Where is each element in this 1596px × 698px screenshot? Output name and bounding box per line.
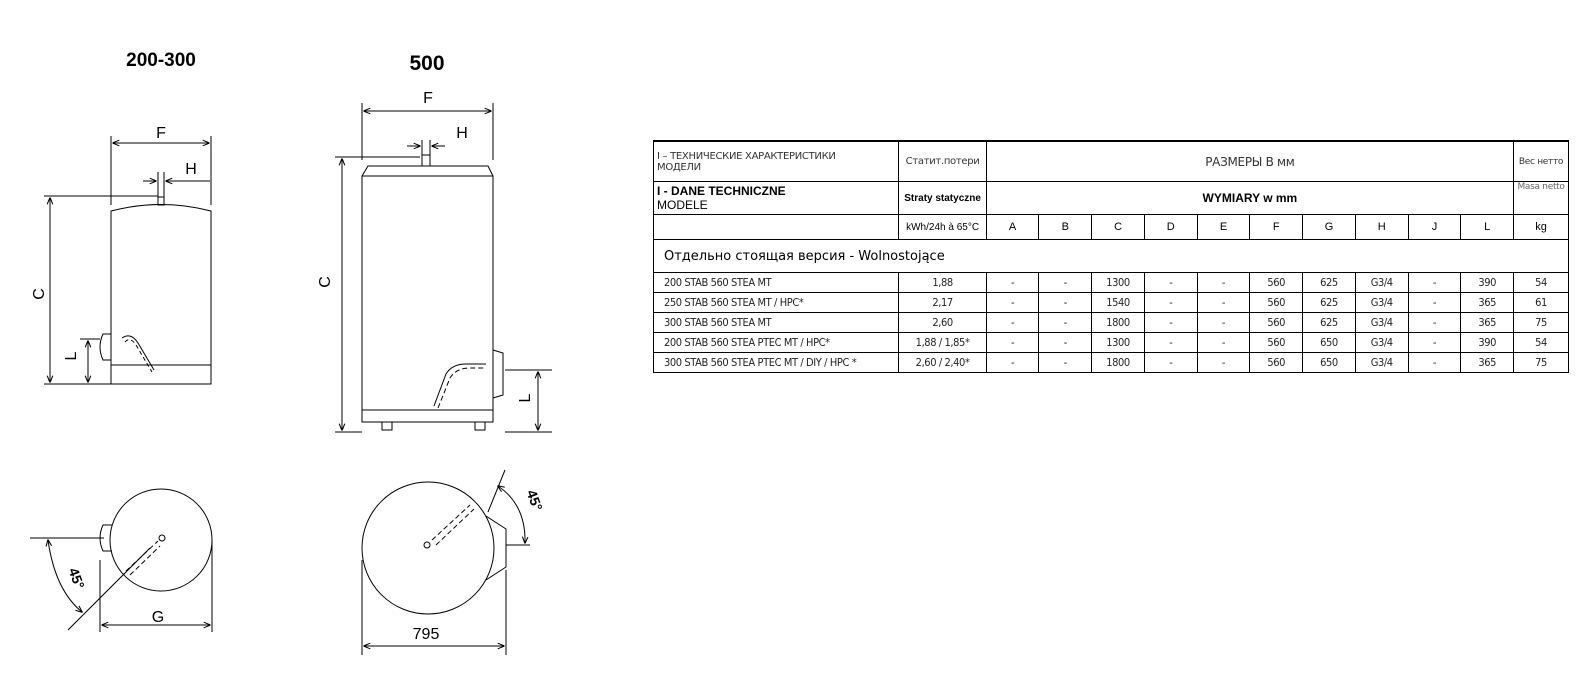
dim-b-cell: - [1039,273,1092,293]
weight-cell: 75 [1514,353,1569,373]
loss-cell: 2,60 [899,313,986,333]
header-pl-models-cell [654,182,899,215]
loss-cell: 1,88 / 1,85* [899,333,986,353]
header-pl-models: MODELE [657,198,708,212]
dim-f-cell: 560 [1250,313,1303,333]
dim-f-label-large: F [423,90,433,107]
weight-cell: 54 [1514,333,1569,353]
dim-j-cell: - [1408,293,1461,313]
model-cell: 300 STAB 560 STEA PTEC MT / DIY / HPC * [654,353,899,373]
dim-g-cell: 625 [1303,273,1356,293]
dim-h-cell: G3/4 [1355,333,1408,353]
dim-d-cell: - [1144,293,1197,313]
angle-label-large: 45° [523,487,546,513]
dim-b-cell: - [1039,353,1092,373]
model-cell: 250 STAB 560 STEA MT / HPC* [654,293,899,313]
dim-l-cell: 390 [1461,273,1514,293]
dim-e-cell: - [1197,293,1250,313]
table-row [654,333,1569,353]
dim-f-label-small: F [156,125,166,142]
dim-795-label: 795 [412,626,440,643]
section-title: Отдельно стоящая версия - Wolnostojące [654,240,1569,273]
dim-j-cell: - [1408,273,1461,293]
header-ru-dims: РАЗМЕРЫ В мм [986,141,1513,182]
dim-d-cell: - [1144,313,1197,333]
unit-losses: kWh/24h à 65°C [899,215,986,240]
dim-e-cell: - [1197,313,1250,333]
dim-c-cell: 1300 [1092,273,1145,293]
weight-cell: 75 [1514,313,1569,333]
header-pl-losses: Straty statyczne [899,182,986,215]
table-row [654,273,1569,293]
large-model-label: 500 [409,52,445,75]
dim-h-cell: G3/4 [1355,313,1408,333]
dim-f-cell: 560 [1250,293,1303,313]
dim-a-cell: - [986,273,1039,293]
header-row-pl [654,182,1569,215]
dim-col-j: J [1408,215,1461,240]
large-heater-top-view [362,470,530,655]
dim-h-cell: G3/4 [1355,353,1408,373]
dim-col-l: L [1461,215,1514,240]
dim-g-cell: 625 [1303,313,1356,333]
dim-col-a: A [986,215,1039,240]
table-row [654,313,1569,333]
dim-l-cell: 365 [1461,313,1514,333]
weight-cell: 54 [1514,273,1569,293]
dim-l-cell: 390 [1461,333,1514,353]
dim-b-cell: - [1039,313,1092,333]
dim-a-cell: - [986,353,1039,373]
loss-cell: 1,88 [899,273,986,293]
dim-h-label-large: H [456,125,468,142]
header-ru-models-cell [654,141,899,182]
dim-c-label-small: C [31,288,48,300]
dim-j-cell: - [1408,353,1461,373]
dim-g-cell: 650 [1303,333,1356,353]
dim-e-cell: - [1197,353,1250,373]
dim-e-cell: - [1197,333,1250,353]
header-pl-title: I - DANE TECHNICZNE [657,184,786,198]
dim-col-h: H [1355,215,1408,240]
small-model-label: 200-300 [126,50,196,71]
dim-a-cell: - [986,293,1039,313]
loss-cell: 2,17 [899,293,986,313]
spec-table [653,140,1569,373]
dim-g-cell: 625 [1303,293,1356,313]
dim-col-g: G [1303,215,1356,240]
dim-h-label-small: H [185,161,197,178]
large-heater-side-view [335,103,552,432]
header-row-units [654,215,1569,240]
dim-c-label-large: C [317,276,334,288]
model-cell: 200 STAB 560 STEA MT [654,273,899,293]
unit-weight: kg [1514,215,1569,240]
technical-drawings [0,0,640,698]
header-row-ru [654,141,1569,182]
dim-c-cell: 1540 [1092,293,1145,313]
angle-label-small: 45° [65,565,88,591]
header-ru-title: I – ТЕХНИЧЕСКИЕ ХАРАКТЕРИСТИКИ [657,150,836,162]
dim-col-f: F [1250,215,1303,240]
table-row [654,353,1569,373]
header-pl-weight: Masa netto [1514,182,1569,215]
dim-b-cell: - [1039,293,1092,313]
dim-e-cell: - [1197,273,1250,293]
weight-cell: 61 [1514,293,1569,313]
dim-col-e: E [1197,215,1250,240]
dim-d-cell: - [1144,273,1197,293]
dim-j-cell: - [1408,313,1461,333]
dim-h-cell: G3/4 [1355,293,1408,313]
small-heater-top-view [30,489,212,632]
dim-h-cell: G3/4 [1355,273,1408,293]
units-empty-cell [654,215,899,240]
dim-c-cell: 1800 [1092,313,1145,333]
header-ru-losses: Статит.потери [899,141,986,182]
header-ru-models: МОДЕЛИ [657,161,701,173]
header-pl-dims: WYMIARY w mm [986,182,1513,215]
dim-b-cell: - [1039,333,1092,353]
dim-col-b: B [1039,215,1092,240]
dim-f-cell: 560 [1250,353,1303,373]
dim-l-label-large: L [517,393,534,403]
dim-col-d: D [1144,215,1197,240]
dim-col-c: C [1092,215,1145,240]
model-cell: 300 STAB 560 STEA MT [654,313,899,333]
table-row [654,293,1569,313]
dim-c-cell: 1300 [1092,333,1145,353]
loss-cell: 2,60 / 2,40* [899,353,986,373]
dim-l-cell: 365 [1461,293,1514,313]
dim-j-cell: - [1408,333,1461,353]
dim-g-cell: 650 [1303,353,1356,373]
dim-a-cell: - [986,333,1039,353]
dim-a-cell: - [986,313,1039,333]
dim-f-cell: 560 [1250,273,1303,293]
dim-d-cell: - [1144,353,1197,373]
model-cell: 200 STAB 560 STEA PTEC MT / HPC* [654,333,899,353]
dim-l-cell: 365 [1461,353,1514,373]
dim-d-cell: - [1144,333,1197,353]
dim-l-label-small: L [63,351,80,361]
dim-f-cell: 560 [1250,333,1303,353]
dim-c-cell: 1800 [1092,353,1145,373]
section-row [654,240,1569,273]
dim-g-label: G [151,609,165,626]
header-ru-weight: Вес нетто [1514,141,1569,182]
